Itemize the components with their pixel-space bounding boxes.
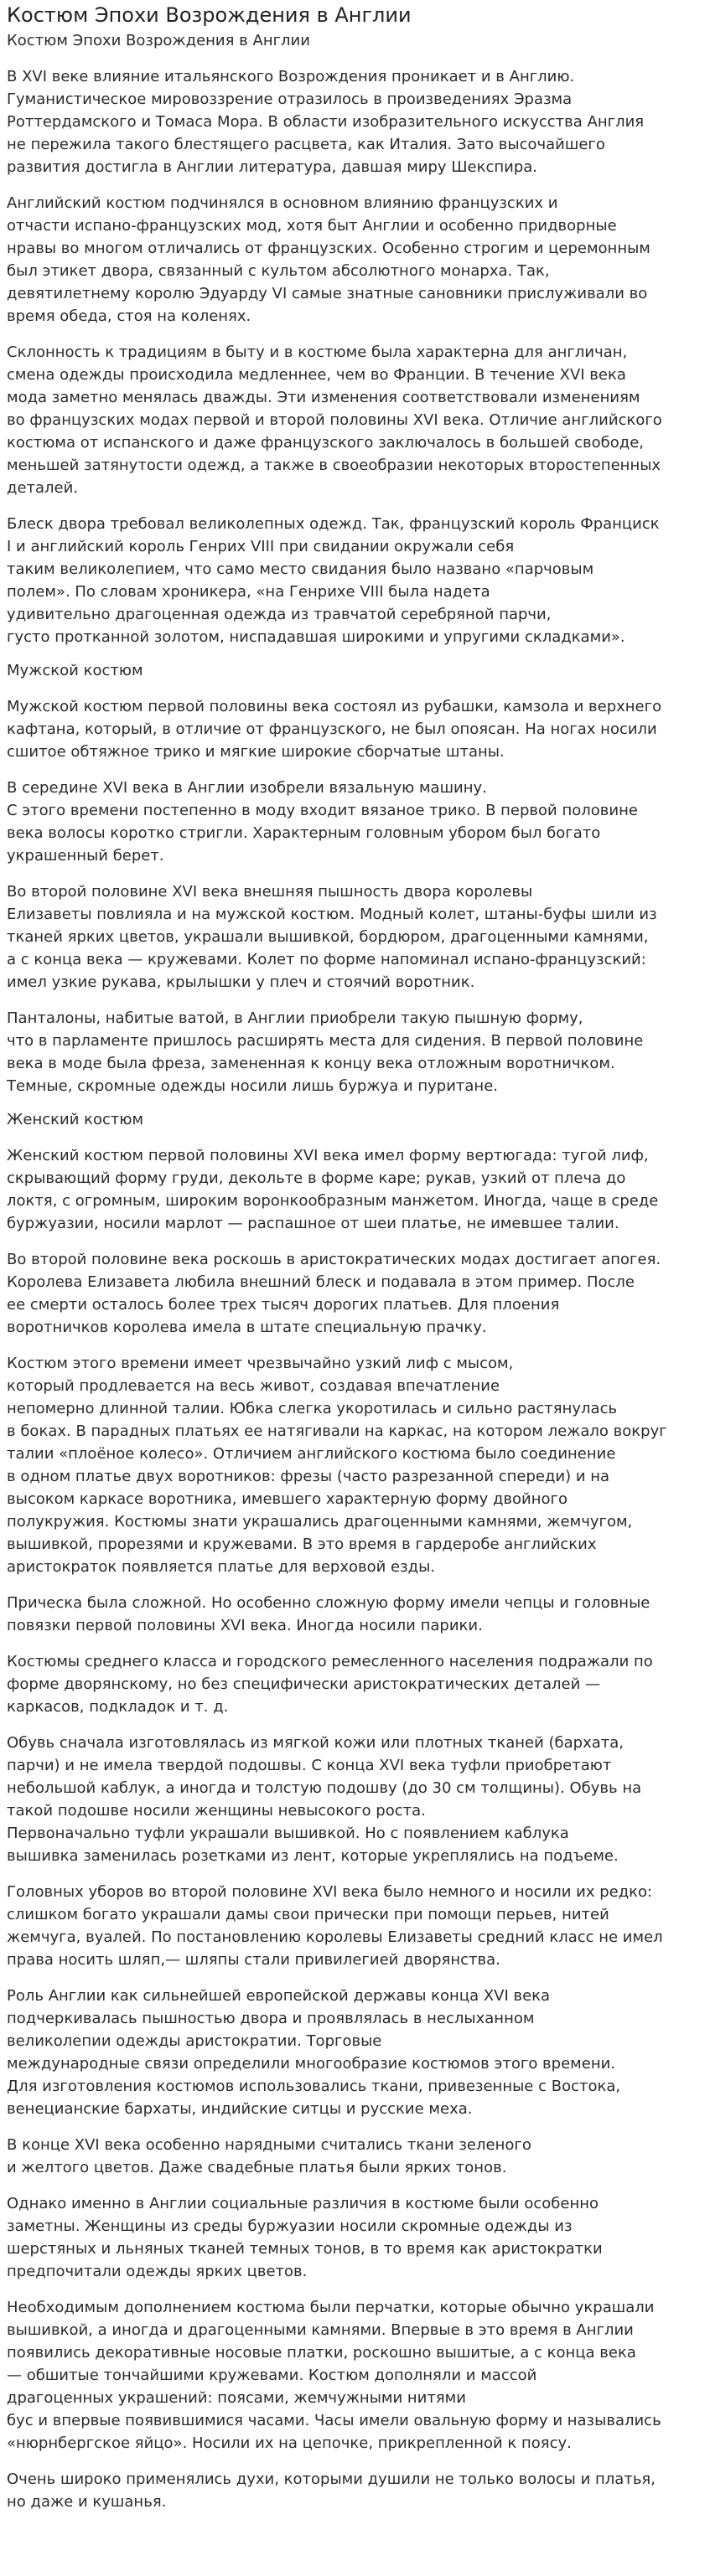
paragraph-5: Мужской костюм первой половины века состоял из рубашки, камзола и верхнего кафтана, который, в отличие от французского, не был опоясан. На ногах носили сшитое обтяжное трико и мягкие широкие сборчатые штаны. (7, 698, 662, 761)
paragraph-9: Женский костюм первой половины XVI века имел форму вертюгада: тугой лиф, скрывающий форму груди, декольте в форме каре; рукав, узкий от плеча до локтя, с огромным, широким воронкообразным манжетом. Иногда, чаще в среде буржуазии, носили марлот — распашное от шеи платье, не имевшее талии. (7, 1147, 659, 1232)
section-heading-women: Женский костюм (7, 1111, 144, 1128)
page-title: Костюм Эпохи Возрождения в Англии (7, 3, 412, 27)
paragraph-10: Во второй половине века роскошь в аристократических модах достигает апогея. Королева Елизавета любила внешний блеск и подавала в этом пример. После ее смерти осталось более трех тысяч дорогих платьев. Для плоения воротничков королева имела в штате специальную прачку. (7, 1251, 661, 1336)
paragraph-17: В конце XVI века особенно нарядными считались ткани зеленого и желтого цветов. Даже свадебные платья были ярких тонов. (7, 2136, 531, 2176)
paragraph-4: Блеск двора требовал великолепных одежд. Так, французский король Франциск I и английский король Генрих VIII при свидании окружали себя таким великолепием, что само место свидания было названо «парчовым полем». По словам хроникера, «на Генрихе VIII была надета удивительно драгоценная одежда из травчатой серебряной парчи, густо протканной золотом, ниспадавшая широкими и упругими складками». (7, 515, 660, 646)
paragraph-14: Обувь сначала изготовлялась из мягкой кожи или плотных тканей (бархата, парчи) и не имела твердой подошвы. С конца XVI века туфли приобретают небольшой каблук, а иногда и толстую подошву (до 30 см толщины). Обувь на такой подошве носили женщины невысокого роста. Первоначально туфли украшали вышивкой. Но с появлением каблука вышивка заменилась розетками из лент, которые укреплялись на подъеме. (7, 1734, 642, 1865)
paragraph-8: Панталоны, набитые ватой, в Англии приобрели такую пышную форму, что в парламенте пришлось расширять места для сидения. В первой половине века в моде была фреза, замененная к концу века отложным воротничком. Темные, скромные одежды носили лишь буржуа и пуритане. (7, 1009, 644, 1095)
paragraph-1: В XVI веке влияние итальянского Возрождения проникает и в Англию. Гуманистическое мировоззрение отразилось в произведениях Эразма Роттердамского и Томаса Мора. В области изобразительного искусства Англия не пережила такого блестящего расцвета, как Италия. Зато высочайшего развития достигла в Англии литература, давшая миру Шекспира. (7, 68, 645, 176)
paragraph-16: Роль Англии как сильнейшей европейской державы конца XVI века подчеркивалась пышностью двора и проявлялась в неслыханном великолепии одежды аристократии. Торговые международные связи определили многообразие костюмов этого времени. Для изготовления костюмов использовались ткани, привезенные с Востока, венецианские бархаты, индийские ситцы и русские меха. (7, 1987, 621, 2118)
paragraph-11: Костюм этого времени имеет чрезвычайно узкий лиф с мысом, который продлевается на весь живот, создавая впечатление непомерно длинной талии. Юбка слегка укоротилась и сильно растянулась в боках. В парадных платьях ее натягивали на каркас, на котором лежало вокруг талии «плоёное колесо». Отличием английского костюма было соединение в одном платье двух воротников: фрезы (часто разрезанной спереди) и на высоком каркасе воротника, имевшего характерную форму двойного полукружия. Костюмы знати украшались драгоценными камнями, жемчугом, вышивкой, прорезями и кружевами. В это время в гардеробе английских аристократок появляется платье для верховой езды. (7, 1355, 667, 1576)
paragraph-19: Необходимым дополнением костюма были перчатки, которые обычно украшали вышивкой, а иногда и драгоценными камнями. Впервые в это время в Англии появились декоративные носовые платки, роскошно вышитые, а с конца века — обшитые тончайшими кружевами. Костюм дополняли и массой драгоценных украшений: поясами, жемчужными нитями бус и впервые появившимися часами. Часы имели овальную форму и назывались «нюрнбергское яйцо». Носили их на цепочке, прикрепленной к поясу. (7, 2299, 661, 2452)
section-heading-men: Мужской костюм (7, 662, 143, 679)
paragraph-2: Английский костюм подчинялся в основном влиянию французских и отчасти испано-французских мод, хотя быт Англии и особенно придворные нравы во многом отличались от французских. Особенно строгим и церемонным был этикет двора, связанный с культом абсолютного монарха. Так, девятилетнему королю Эдуарду VI самые знатные сановники прислуживали во время обеда, стоя на коленях. (7, 194, 650, 325)
paragraph-20: Очень широко применялись духи, которыми душили не только волосы и платья, но даже и кушанья. (7, 2470, 656, 2511)
paragraph-6: В середине XVI века в Англии изобрели вязальную машину. С этого времени постепенно в моду входит вязаное трико. В первой половине века волосы коротко стригли. Характерным головным убором был богато украшенный берет. (7, 779, 638, 865)
paragraph-7: Во второй половине XVI века внешняя пышность двора королевы Елизаветы повлияла и на мужской костюм. Модный колет, штаны-буфы шили из тканей ярких цветов, украшали вышивкой, бордюром, драгоценными камнями, а с конца века — кружевами. Колет по форме напоминал испано-французский: имел узкие рукава, крылышки у плеч и стоячий воротник. (7, 883, 657, 991)
article-subtitle: Костюм Эпохи Возрождения в Англии (7, 32, 310, 49)
paragraph-13: Костюмы среднего класса и городского ремесленного населения подражали по форме дворянскому, но без специфически аристократических деталей — каркасов, подкладок и т. д. (7, 1653, 653, 1716)
paragraph-18: Однако именно в Англии социальные различия в костюме были особенно заметны. Женщины из среды буржуазии носили скромные одежды из шерстяных и льняных тканей темных тонов, в то время как аристократки предпочитали одежды ярких цветов. (7, 2195, 603, 2280)
paragraph-15: Головных уборов во второй половине XVI века было немного и носили их редко: слишком богато украшали дамы свои прически при помощи перьев, нитей жемчуга, вуалей. По постановлению королевы Елизаветы средний класс не имел права носить шляп,— шляпы стали привилегией дворянства. (7, 1883, 663, 1969)
paragraph-3: Склонность к традициям в быту и в костюме была характерна для англичан, смена одежды происходила медленнее, чем во Франции. В течение XVI века мода заметно менялась дважды. Эти изменения соответствовали изменениям во французских модах первой и второй половины XVI века. Отличие английского костюма от испанского и даже французского заключалось в большей свободе, меньшей затянутости одежд, а также в своеобразии некоторых второстепенных деталей. (7, 343, 662, 497)
paragraph-12: Прическа была сложной. Но особенно сложную форму имели чепцы и головные повязки первой половины XVI века. Иногда носили парики. (7, 1594, 650, 1634)
